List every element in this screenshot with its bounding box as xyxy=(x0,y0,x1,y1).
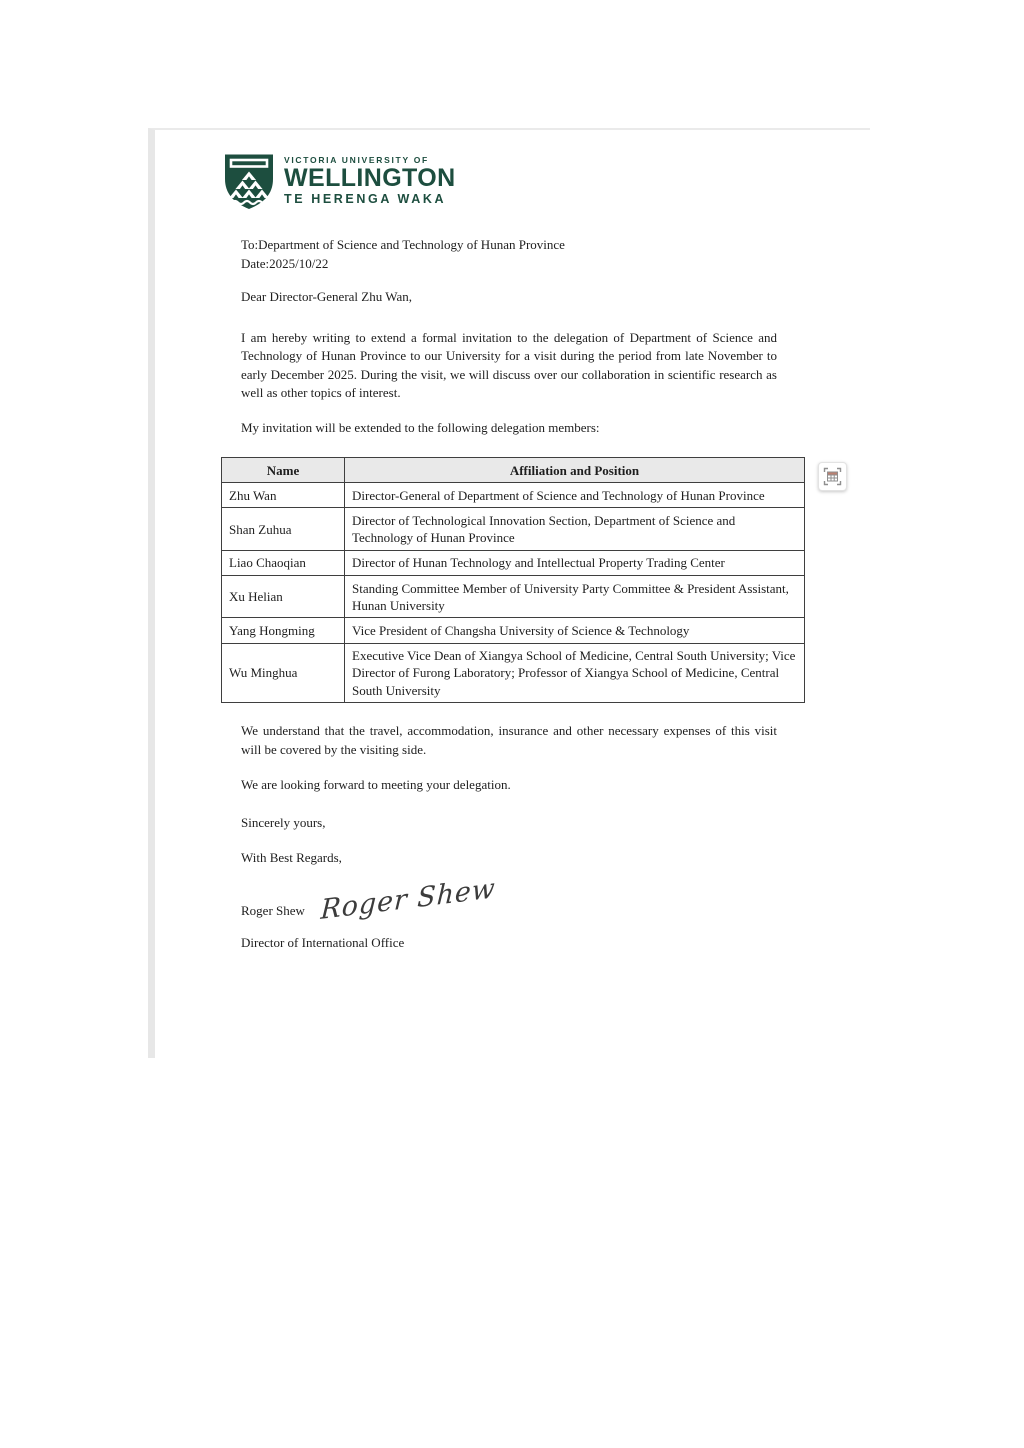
cell-name: Wu Minghua xyxy=(222,643,345,703)
column-header-affiliation: Affiliation and Position xyxy=(345,458,805,483)
recipient-line: To:Department of Science and Technology of Hunan Province xyxy=(241,237,565,252)
table-row xyxy=(222,508,805,550)
table-row xyxy=(222,576,805,618)
handwritten-signature: Roger Shew xyxy=(320,872,497,926)
cell-affiliation: Director-General of Department of Science and Technology of Hunan Province xyxy=(345,483,805,508)
table-select-button[interactable] xyxy=(818,462,847,491)
logo-text-line2: WELLINGTON xyxy=(284,164,456,192)
signer-title: Director of International Office xyxy=(241,935,405,951)
paragraph-members-intro: My invitation will be extended to the following delegation members: xyxy=(241,419,600,435)
table-header-row xyxy=(222,458,805,483)
delegates-table xyxy=(221,457,805,703)
logo-text-line1: VICTORIA UNIVERSITY OF xyxy=(284,155,429,165)
salutation: Dear Director-General Zhu Wan, xyxy=(241,289,412,304)
letter-body xyxy=(241,236,777,437)
paragraph-looking-forward: We are looking forward to meeting your delegation. xyxy=(241,777,511,793)
delegates-table-container xyxy=(221,457,805,703)
cell-affiliation: Vice President of Changsha University of Science & Technology xyxy=(345,618,805,643)
column-header-name: Name xyxy=(222,458,345,483)
cell-name: Zhu Wan xyxy=(222,483,345,508)
document-page xyxy=(148,128,870,1058)
closing-regards: With Best Regards, xyxy=(241,850,342,866)
paragraph-expenses: We understand that the travel, accommodation, insurance and other necessary expenses of this visit will be covered by the visiting side. xyxy=(241,723,777,757)
cell-affiliation: Standing Committee Member of University Party Committee & President Assistant, Hunan University xyxy=(345,576,805,618)
university-logo xyxy=(223,153,870,210)
date-line: Date:2025/10/22 xyxy=(241,255,329,271)
cell-name: Yang Hongming xyxy=(222,618,345,643)
table-row xyxy=(222,550,805,575)
cell-affiliation: Director of Hunan Technology and Intellectual Property Trading Center xyxy=(345,550,805,575)
cell-affiliation: Director of Technological Innovation Section, Department of Science and Technology of Hunan Province xyxy=(345,508,805,550)
closing-sincerely: Sincerely yours, xyxy=(241,814,326,830)
table-row xyxy=(222,618,805,643)
table-row xyxy=(222,643,805,703)
table-row xyxy=(222,483,805,508)
cell-affiliation: Executive Vice Dean of Xiangya School of Medicine, Central South University; Vice Director of Furong Laboratory; Professor of Xiangya School of Medicine, Central South University xyxy=(345,643,805,703)
logo-text-line3: TE HERENGA WAKA xyxy=(284,192,447,206)
signature-row xyxy=(241,872,777,926)
signer-printed-name: Roger Shew xyxy=(241,902,305,918)
cell-name: Liao Chaoqian xyxy=(222,550,345,575)
cell-name: Xu Helian xyxy=(222,576,345,618)
paragraph-invitation: I am hereby writing to extend a formal invitation to the delegation of Department of Science and Technology of Hunan Province to our University for a visit during the period from late November to early December 2025. During the visit, we will discuss over our collaboration in scientific research as well as other topics of interest. xyxy=(241,329,777,400)
university-shield-icon xyxy=(223,153,275,210)
cell-name: Shan Zuhua xyxy=(222,508,345,550)
table-select-icon xyxy=(823,467,842,486)
letter-closing xyxy=(241,722,777,953)
